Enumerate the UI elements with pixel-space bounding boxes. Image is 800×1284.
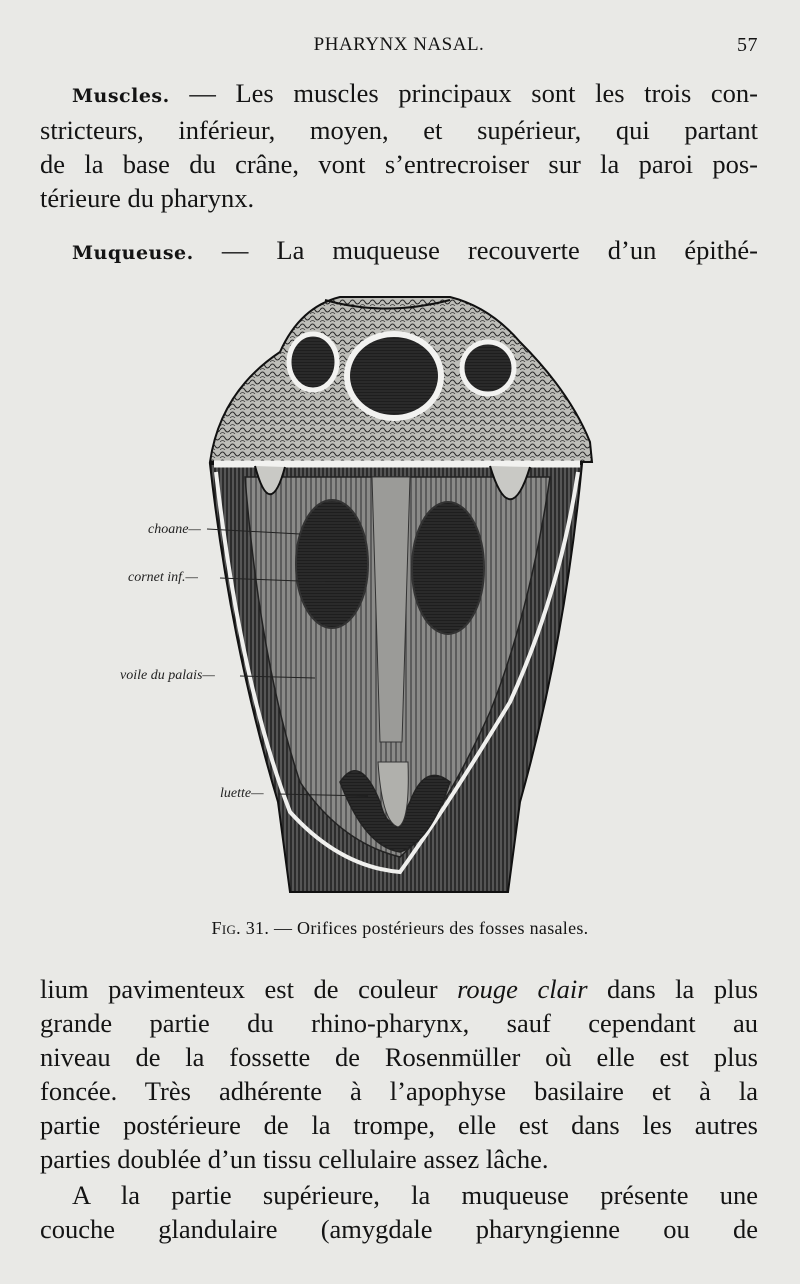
- running-header: [40, 34, 758, 62]
- paragraph-muscles: [40, 76, 758, 215]
- page-number: 57: [737, 34, 758, 56]
- anatomical-figure: [110, 282, 630, 902]
- skull-opening-left: [289, 334, 337, 390]
- text-line: de la base du crâne, vont s’entrecroiser sur la paroi pos-: [40, 149, 758, 179]
- running-title: PHARYNX NASAL.: [313, 34, 485, 55]
- choana-left: [296, 500, 368, 628]
- text-line: niveau de la fossette de Rosenmüller où elle est plus: [40, 1042, 758, 1072]
- figure-label-voile: voile du palais—: [120, 668, 215, 683]
- text-line: lium pavimenteux est de couleur rouge clair dans la plus: [40, 974, 759, 1004]
- skull-opening-right: [462, 342, 514, 394]
- text-line: térieure du pharynx.: [40, 183, 255, 213]
- text-line: foncée. Très adhérente à l’apophyse basilaire et à la: [40, 1076, 758, 1106]
- emphasis-text: rouge clair: [457, 974, 588, 1004]
- caption-text: — Orifices postérieurs des fosses nasales.: [269, 918, 589, 938]
- figure-label-choane: choane—: [148, 522, 201, 537]
- figure-number: Fig. 31.: [211, 918, 270, 938]
- skull-opening-center: [347, 334, 441, 418]
- figure-label-luette: luette—: [220, 786, 264, 801]
- paragraph-muqueuse-continued: [40, 972, 758, 1176]
- text-line: couche glandulaire (amygdale pharyngienne ou de: [40, 1214, 758, 1244]
- paragraph-glandulaire: [40, 1178, 758, 1246]
- text-line: grande partie du rhino-pharynx, sauf cependant au: [40, 1008, 758, 1038]
- figure-label-cornet: cornet inf.—: [128, 570, 198, 585]
- text-line: partie postérieure de la trompe, elle est dans les autres: [40, 1110, 758, 1140]
- text-line: Muscles. — Les muscles principaux sont les trois con-: [72, 78, 758, 108]
- text-line: A la partie supérieure, la muqueuse présente une: [72, 1180, 758, 1210]
- paragraph-muqueuse-start: [40, 233, 758, 270]
- section-keyword: Muscles.: [72, 85, 170, 107]
- text-line: stricteurs, inférieur, moyen, et supérieur, qui partant: [40, 115, 758, 145]
- section-keyword: Muqueuse.: [72, 242, 194, 264]
- text-line: Muqueuse. — La muqueuse recouverte d’un épithé-: [72, 235, 758, 265]
- figure-engraving: [110, 282, 630, 902]
- choana-right: [412, 502, 484, 634]
- text-line: parties doublée d’un tissu cellulaire assez lâche.: [40, 1144, 549, 1174]
- figure-caption: [0, 918, 800, 939]
